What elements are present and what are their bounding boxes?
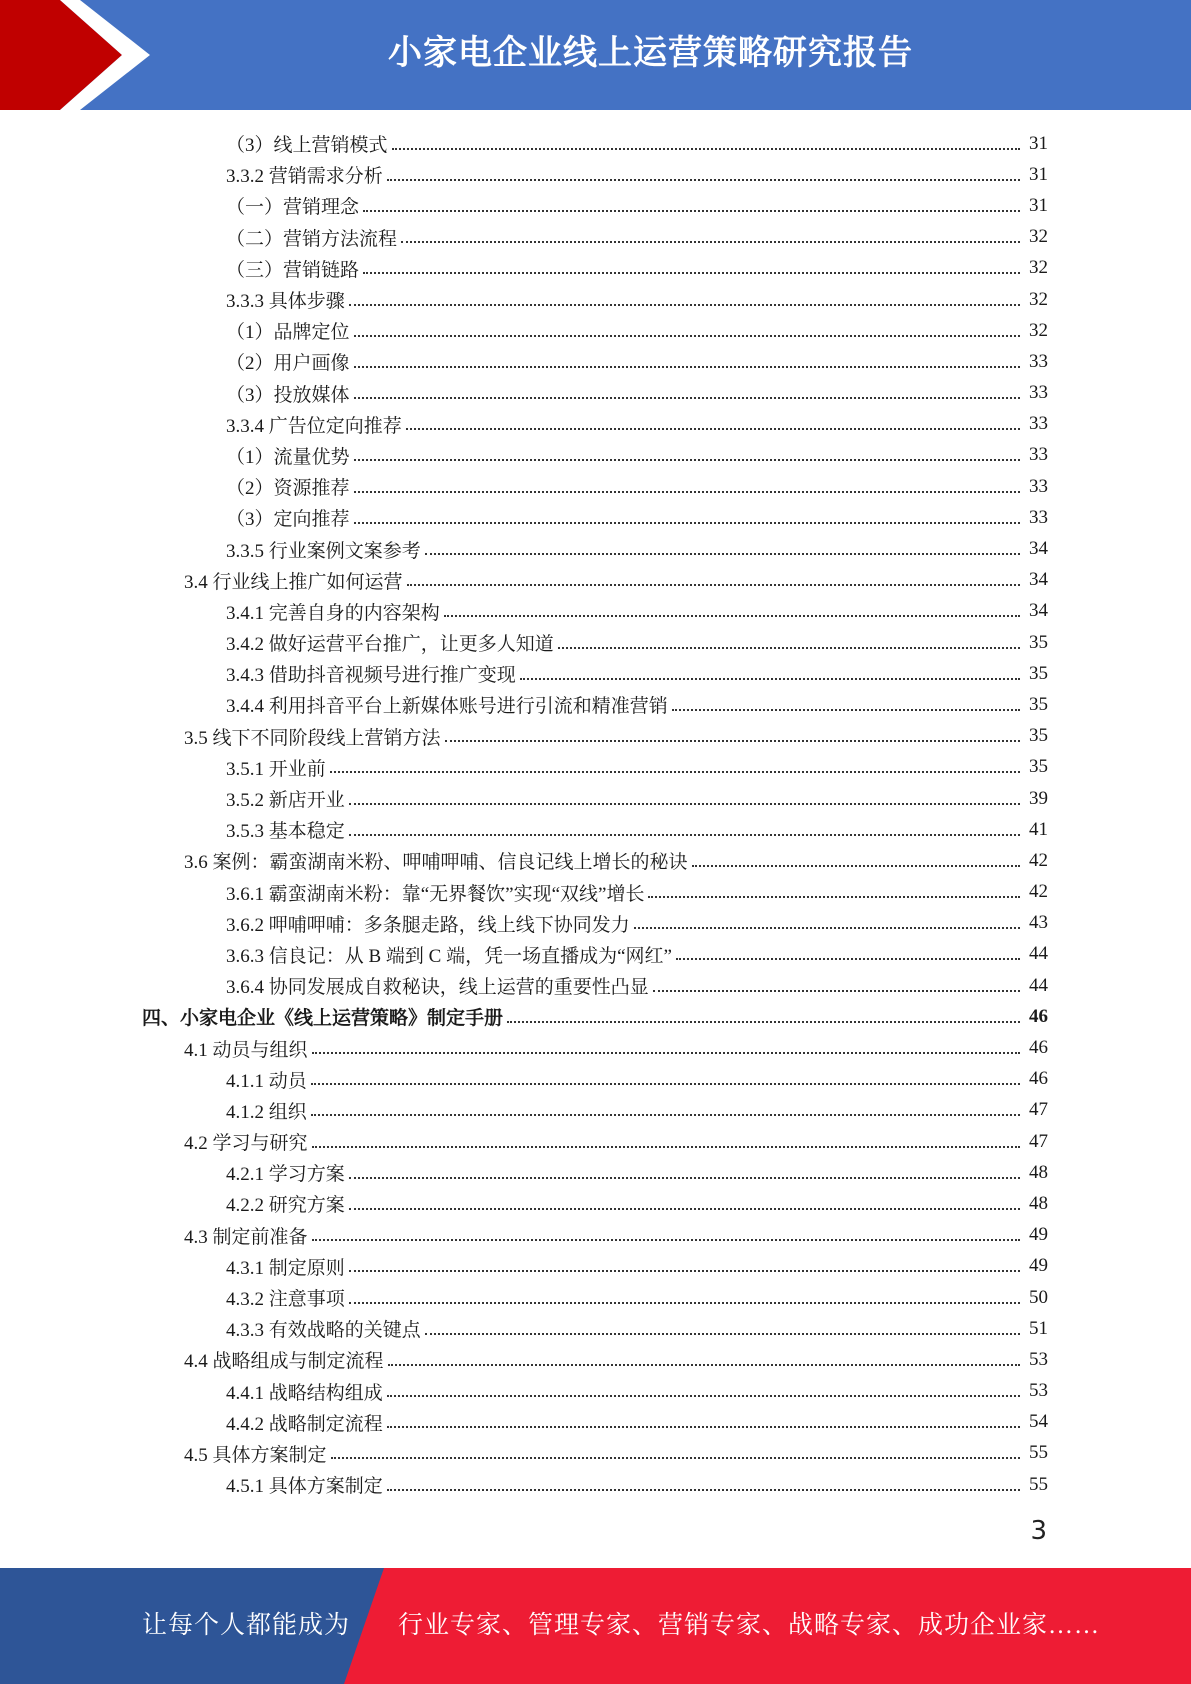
toc-entry[interactable] <box>0 752 1191 783</box>
toc-dot-leader <box>354 397 1020 399</box>
toc-entry-page: 31 <box>1029 194 1048 216</box>
toc-entry[interactable] <box>0 970 1191 1001</box>
toc-dot-leader <box>558 647 1020 649</box>
toc-dot-leader <box>349 1208 1020 1210</box>
toc-entry-title: （二）营销方法流程 <box>226 228 398 250</box>
toc-entry-title: 4.3 制定前准备 <box>184 1226 308 1248</box>
toc-entry-title: （2）用户画像 <box>226 353 350 375</box>
toc-dot-leader <box>331 1457 1020 1459</box>
toc-dot-leader <box>349 1302 1020 1304</box>
toc-entry-title: 3.4.3 借助抖音视频号进行推广变现 <box>226 665 516 687</box>
toc-entry[interactable] <box>0 596 1191 627</box>
toc-dot-leader <box>692 865 1020 867</box>
toc-entry[interactable] <box>0 1251 1191 1282</box>
toc-entry-title: 4.3.3 有效战略的关键点 <box>226 1320 421 1342</box>
toc-entry[interactable] <box>0 939 1191 970</box>
toc-entry[interactable] <box>0 721 1191 752</box>
toc-entry-title: 3.6.3 信良记：从 B 端到 C 端，凭一场直播成为“网红” <box>226 945 672 967</box>
toc-entry[interactable] <box>0 409 1191 440</box>
toc-entry-title: 3.5.2 新店开业 <box>226 790 345 812</box>
toc-entry-page: 35 <box>1029 693 1048 715</box>
toc-entry[interactable] <box>0 1282 1191 1313</box>
toc-entry-title: 3.6 案例：霸蛮湖南米粉、呷哺呷哺、信良记线上增长的秘诀 <box>184 852 688 874</box>
toc-entry[interactable] <box>0 222 1191 253</box>
toc-entry-title: （3）投放媒体 <box>226 384 350 406</box>
toc-entry-page: 31 <box>1029 132 1048 154</box>
toc-entry-page: 33 <box>1029 350 1048 372</box>
toc-entry-page: 31 <box>1029 163 1048 185</box>
toc-entry-title: 四、小家电企业《线上运营策略》制定手册 <box>142 1008 504 1030</box>
toc-entry-title: 3.3.4 广告位定向推荐 <box>226 415 402 437</box>
toc-entry-title: （3）定向推荐 <box>226 509 350 531</box>
toc-dot-leader <box>653 990 1020 992</box>
toc-entry-page: 35 <box>1029 756 1048 778</box>
toc-entry-title: 4.3.2 注意事项 <box>226 1289 345 1311</box>
toc-entry-page: 34 <box>1029 569 1048 591</box>
toc-dot-leader <box>507 1021 1020 1023</box>
toc-entry-page: 35 <box>1029 631 1048 653</box>
toc-entry[interactable] <box>0 1220 1191 1251</box>
toc-entry[interactable] <box>0 1064 1191 1095</box>
page-number: 3 <box>1030 1516 1047 1546</box>
toc-entry-title: 4.2 学习与研究 <box>184 1133 308 1155</box>
toc-entry-title: 3.6.1 霸蛮湖南米粉：靠“无界餐饮”实现“双线”增长 <box>226 883 645 905</box>
toc-entry-page: 47 <box>1029 1130 1048 1152</box>
toc-entry-title: 3.5 线下不同阶段线上营销方法 <box>184 727 441 749</box>
toc-dot-leader <box>392 148 1020 150</box>
toc-entry-title: 4.2.1 学习方案 <box>226 1164 345 1186</box>
toc-entry[interactable] <box>0 315 1191 346</box>
toc-dot-leader <box>354 335 1020 337</box>
toc-dot-leader <box>445 740 1020 742</box>
toc-dot-leader <box>387 1489 1020 1491</box>
toc-entry[interactable] <box>0 783 1191 814</box>
toc-entry[interactable] <box>0 1032 1191 1063</box>
toc-dot-leader <box>425 553 1020 555</box>
toc-entry[interactable] <box>0 1188 1191 1219</box>
toc-entry[interactable] <box>0 1376 1191 1407</box>
toc-entry-page: 44 <box>1029 974 1048 996</box>
toc-entry[interactable] <box>0 1313 1191 1344</box>
toc-entry[interactable] <box>0 440 1191 471</box>
toc-entry[interactable] <box>0 284 1191 315</box>
toc-dot-leader <box>363 210 1020 212</box>
toc-entry[interactable] <box>0 689 1191 720</box>
toc-entry[interactable] <box>0 159 1191 190</box>
toc-entry-title: 3.3.2 营销需求分析 <box>226 166 383 188</box>
toc-entry-page: 41 <box>1029 818 1048 840</box>
report-title: 小家电企业线上运营策略研究报告 <box>388 33 913 73</box>
toc-entry-title: 3.5.1 开业前 <box>226 758 326 780</box>
toc-dot-leader <box>354 366 1020 368</box>
toc-entry-page: 33 <box>1029 413 1048 435</box>
toc-dot-leader <box>387 179 1020 181</box>
toc-entry-page: 46 <box>1029 1068 1048 1090</box>
toc-entry-title: 4.1.2 组织 <box>226 1101 307 1123</box>
toc-entry[interactable] <box>0 128 1191 159</box>
page-footer <box>0 1568 1191 1684</box>
toc-entry-title: 4.5.1 具体方案制定 <box>226 1476 383 1498</box>
toc-entry[interactable] <box>0 1407 1191 1438</box>
toc-dot-leader <box>387 1395 1020 1397</box>
toc-entry-title: 4.1 动员与组织 <box>184 1039 308 1061</box>
toc-entry[interactable] <box>0 190 1191 221</box>
toc-entry[interactable] <box>0 1001 1191 1032</box>
toc-entry-title: 4.2.2 研究方案 <box>226 1195 345 1217</box>
toc-entry-title: 4.4.1 战略结构组成 <box>226 1382 383 1404</box>
toc-entry-page: 49 <box>1029 1255 1048 1277</box>
toc-entry[interactable] <box>0 378 1191 409</box>
toc-dot-leader <box>349 834 1020 836</box>
toc-entry-page: 48 <box>1029 1192 1048 1214</box>
toc-entry-page: 32 <box>1029 288 1048 310</box>
toc-dot-leader <box>354 491 1020 493</box>
toc-entry-title: （1）品牌定位 <box>226 322 350 344</box>
toc-entry-title: 3.6.2 呷哺呷哺：多条腿走路，线上线下协同发力 <box>226 914 630 936</box>
toc-entry-page: 35 <box>1029 662 1048 684</box>
toc-entry-page: 34 <box>1029 538 1048 560</box>
toc-entry[interactable] <box>0 471 1191 502</box>
toc-dot-leader <box>349 803 1020 805</box>
toc-entry-title: （三）营销链路 <box>226 259 360 281</box>
toc-dot-leader <box>676 958 1020 960</box>
footer-slogan-right: 行业专家、管理专家、营销专家、战略专家、成功企业家…… <box>398 1612 1101 1639</box>
toc-entry[interactable] <box>0 1344 1191 1375</box>
toc-dot-leader <box>634 927 1020 929</box>
toc-dot-leader <box>672 709 1020 711</box>
toc-entry-title: 3.4 行业线上推广如何运营 <box>184 571 403 593</box>
toc-entry-title: 3.6.4 协同发展成自救秘诀，线上运营的重要性凸显 <box>226 977 649 999</box>
toc-entry-page: 44 <box>1029 943 1048 965</box>
toc-dot-leader <box>648 896 1020 898</box>
toc-entry[interactable] <box>0 814 1191 845</box>
toc-dot-leader <box>349 304 1020 306</box>
toc-entry[interactable] <box>0 1438 1191 1469</box>
toc-entry-page: 48 <box>1029 1161 1048 1183</box>
toc-entry-title: 3.4.4 利用抖音平台上新媒体账号进行引流和精准营销 <box>226 696 668 718</box>
toc-entry[interactable] <box>0 533 1191 564</box>
toc-entry-page: 43 <box>1029 912 1048 934</box>
toc-entry-page: 55 <box>1029 1442 1048 1464</box>
toc-entry-title: 4.1.1 动员 <box>226 1070 307 1092</box>
toc-dot-leader <box>354 459 1020 461</box>
toc-entry-page: 32 <box>1029 226 1048 248</box>
toc-dot-leader <box>520 678 1020 680</box>
toc-entry-page: 47 <box>1029 1099 1048 1121</box>
toc-entry[interactable] <box>0 1126 1191 1157</box>
toc-dot-leader <box>349 1177 1020 1179</box>
toc-entry-page: 34 <box>1029 600 1048 622</box>
toc-entry-title: 4.3.1 制定原则 <box>226 1257 345 1279</box>
toc-dot-leader <box>401 241 1020 243</box>
toc-entry[interactable] <box>0 627 1191 658</box>
toc-entry-page: 50 <box>1029 1286 1048 1308</box>
toc-entry[interactable] <box>0 1469 1191 1500</box>
toc-entry-title: 4.4 战略组成与制定流程 <box>184 1351 384 1373</box>
toc-entry-page: 33 <box>1029 382 1048 404</box>
toc-dot-leader <box>312 1239 1020 1241</box>
toc-dot-leader <box>388 1364 1020 1366</box>
toc-entry-title: （一）营销理念 <box>226 197 360 219</box>
toc-entry[interactable] <box>0 908 1191 939</box>
toc-entry[interactable] <box>0 565 1191 596</box>
toc-entry-page: 39 <box>1029 787 1048 809</box>
toc-entry-page: 54 <box>1029 1411 1048 1433</box>
toc-dot-leader <box>354 522 1020 524</box>
toc-entry[interactable] <box>0 877 1191 908</box>
toc-entry-title: 3.3.3 具体步骤 <box>226 291 345 313</box>
toc-entry-title: 3.4.2 做好运营平台推广，让更多人知道 <box>226 634 554 656</box>
toc-dot-leader <box>425 1333 1020 1335</box>
toc-entry-page: 33 <box>1029 506 1048 528</box>
toc-entry[interactable] <box>0 845 1191 876</box>
toc-dot-leader <box>444 615 1020 617</box>
toc-dot-leader <box>312 1146 1020 1148</box>
toc-entry[interactable] <box>0 502 1191 533</box>
toc-entry-title: 4.4.2 战略制定流程 <box>226 1413 383 1435</box>
toc-dot-leader <box>406 428 1020 430</box>
toc-dot-leader <box>330 771 1020 773</box>
toc-entry-page: 32 <box>1029 319 1048 341</box>
toc-dot-leader <box>312 1052 1020 1054</box>
toc-entry[interactable] <box>0 253 1191 284</box>
toc-entry[interactable] <box>0 1157 1191 1188</box>
toc-dot-leader <box>311 1083 1020 1085</box>
toc-entry-page: 32 <box>1029 257 1048 279</box>
toc-entry[interactable] <box>0 1095 1191 1126</box>
toc-dot-leader <box>311 1114 1020 1116</box>
table-of-contents <box>0 128 1191 1500</box>
toc-entry-page: 46 <box>1029 1005 1048 1027</box>
toc-entry-page: 35 <box>1029 725 1048 747</box>
toc-dot-leader <box>363 272 1020 274</box>
toc-entry[interactable] <box>0 658 1191 689</box>
toc-entry-title: 3.3.5 行业案例文案参考 <box>226 540 421 562</box>
footer-slogan-left: 让每个人都能成为 <box>142 1612 351 1639</box>
toc-entry-page: 46 <box>1029 1037 1048 1059</box>
toc-entry-title: （1）流量优势 <box>226 446 350 468</box>
toc-dot-leader <box>387 1426 1020 1428</box>
toc-entry-page: 55 <box>1029 1473 1048 1495</box>
toc-entry-page: 51 <box>1029 1317 1048 1339</box>
toc-entry-page: 53 <box>1029 1348 1048 1370</box>
toc-entry-title: 3.5.3 基本稳定 <box>226 821 345 843</box>
toc-entry-page: 42 <box>1029 849 1048 871</box>
toc-entry-title: 3.4.1 完善自身的内容架构 <box>226 602 440 624</box>
toc-entry[interactable] <box>0 346 1191 377</box>
toc-entry-page: 53 <box>1029 1380 1048 1402</box>
toc-entry-page: 42 <box>1029 881 1048 903</box>
toc-entry-title: （3）线上营销模式 <box>226 135 388 157</box>
toc-entry-page: 33 <box>1029 475 1048 497</box>
page-header <box>0 0 1191 110</box>
toc-entry-title: （2）资源推荐 <box>226 478 350 500</box>
toc-entry-page: 33 <box>1029 444 1048 466</box>
toc-entry-title: 4.5 具体方案制定 <box>184 1444 327 1466</box>
toc-dot-leader <box>407 584 1020 586</box>
toc-dot-leader <box>349 1270 1020 1272</box>
toc-entry-page: 49 <box>1029 1224 1048 1246</box>
